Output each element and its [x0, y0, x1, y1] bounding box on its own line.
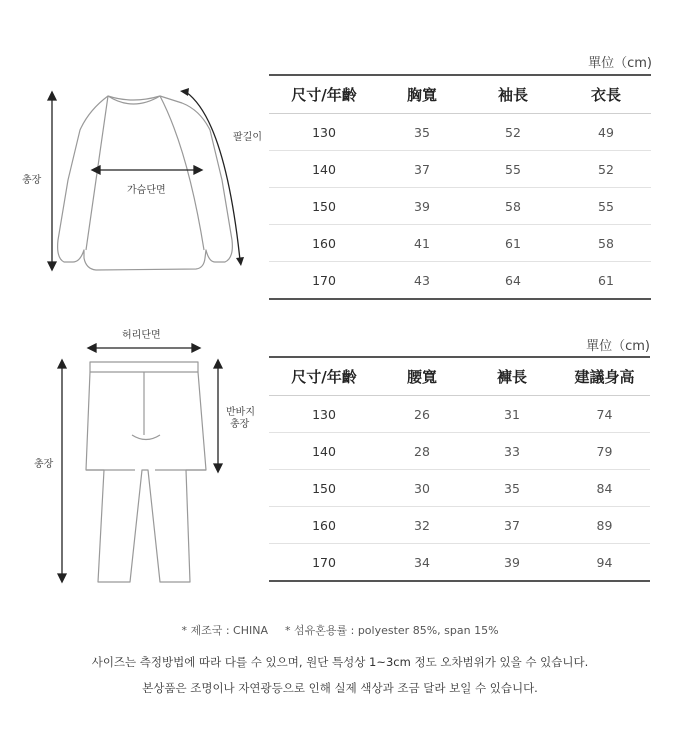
bottom-total-length-label: 총장: [34, 459, 54, 470]
cell-value: 33: [465, 433, 559, 470]
table-row: [269, 262, 651, 300]
cell-value: 84: [559, 470, 650, 507]
shorts-length-arrow-icon: [214, 360, 222, 472]
table-row: [269, 225, 651, 262]
cell-value: 43: [379, 262, 465, 300]
cell-value: 58: [465, 188, 561, 225]
cell-value: 26: [379, 396, 465, 433]
cell-value: 94: [559, 544, 650, 582]
table-row: [269, 188, 651, 225]
header-sleeve-length: 袖長: [465, 75, 561, 114]
table-row: [269, 470, 650, 507]
table-header-row: [269, 357, 650, 396]
cell-value: 34: [379, 544, 465, 582]
cell-value: 39: [379, 188, 465, 225]
cell-size: 170: [269, 262, 379, 300]
bottom-waist-width-label: 허리단면: [122, 330, 161, 341]
top-total-length-label: 총장: [22, 175, 42, 186]
cell-value: 49: [561, 114, 651, 151]
cell-value: 55: [561, 188, 651, 225]
cell-size: 160: [269, 507, 379, 544]
header-waist-width: 腰寬: [379, 357, 465, 396]
header-size-age: 尺寸/年齡: [269, 75, 379, 114]
pants-diagram: [0, 310, 265, 600]
cell-size: 150: [269, 188, 379, 225]
table-header-row: [269, 75, 651, 114]
cell-value: 39: [465, 544, 559, 582]
waist-width-arrow-icon: [88, 344, 200, 352]
header-recommended-height: 建議身高: [559, 357, 650, 396]
cell-value: 55: [465, 151, 561, 188]
cell-value: 30: [379, 470, 465, 507]
bottom-size-table: [269, 356, 650, 582]
cell-value: 61: [561, 262, 651, 300]
cell-value: 74: [559, 396, 650, 433]
cell-value: 58: [561, 225, 651, 262]
cell-size: 140: [269, 151, 379, 188]
pants-total-length-arrow-icon: [58, 360, 66, 582]
top-chest-width-label: 가슴단면: [127, 185, 166, 196]
cell-size: 130: [269, 396, 379, 433]
bottom-shorts-length-label-1: 반바지: [226, 407, 255, 418]
cell-value: 28: [379, 433, 465, 470]
material-note: * 섬유혼용률 : polyester 85%, span 15%: [285, 624, 499, 637]
cell-value: 35: [465, 470, 559, 507]
origin-note: * 제조국 : CHINA: [181, 624, 268, 637]
table-row: [269, 114, 651, 151]
cell-size: 130: [269, 114, 379, 151]
cell-value: 79: [559, 433, 650, 470]
cell-value: 35: [379, 114, 465, 151]
top-size-section: [0, 0, 680, 310]
table-row: [269, 544, 650, 582]
bottom-shorts-length-label-2: 총장: [230, 419, 250, 430]
table-row: [269, 396, 650, 433]
header-size-age: 尺寸/年齡: [269, 357, 379, 396]
bottom-size-section: [0, 310, 680, 610]
top-size-table: [269, 74, 651, 300]
bottom-unit-label: 單位（cm): [586, 339, 650, 354]
cell-value: 32: [379, 507, 465, 544]
header-pants-length: 褲長: [465, 357, 559, 396]
shirt-outline-icon: [58, 96, 233, 270]
chest-width-arrow-icon: [92, 166, 202, 174]
cell-value: 37: [465, 507, 559, 544]
top-sleeve-length-label: 팔길이: [233, 132, 262, 143]
cell-value: 31: [465, 396, 559, 433]
cell-value: 52: [465, 114, 561, 151]
total-length-arrow-icon: [48, 92, 56, 270]
cell-size: 140: [269, 433, 379, 470]
cell-value: 89: [559, 507, 650, 544]
cell-size: 170: [269, 544, 379, 582]
shirt-diagram: [0, 0, 265, 300]
top-unit-label: 單位（cm): [588, 56, 652, 71]
size-disclaimer: 사이즈는 측정방법에 따라 다를 수 있으며, 원단 특성상 1~3cm 정도 오차범위가 있을 수 있습니다.: [91, 655, 589, 669]
cell-size: 160: [269, 225, 379, 262]
header-total-length: 衣長: [561, 75, 651, 114]
cell-value: 61: [465, 225, 561, 262]
pants-outline-icon: [86, 362, 206, 582]
cell-value: 64: [465, 262, 561, 300]
cell-value: 37: [379, 151, 465, 188]
cell-size: 150: [269, 470, 379, 507]
table-row: [269, 151, 651, 188]
cell-value: 41: [379, 225, 465, 262]
header-chest-width: 胸寬: [379, 75, 465, 114]
table-row: [269, 433, 650, 470]
cell-value: 52: [561, 151, 651, 188]
notes: [0, 622, 680, 696]
color-disclaimer: 본상품은 조명이나 자연광등으로 인해 실제 색상과 조금 달라 보일 수 있습니다.: [142, 681, 538, 695]
origin-material-line: [0, 622, 680, 638]
table-row: [269, 507, 650, 544]
